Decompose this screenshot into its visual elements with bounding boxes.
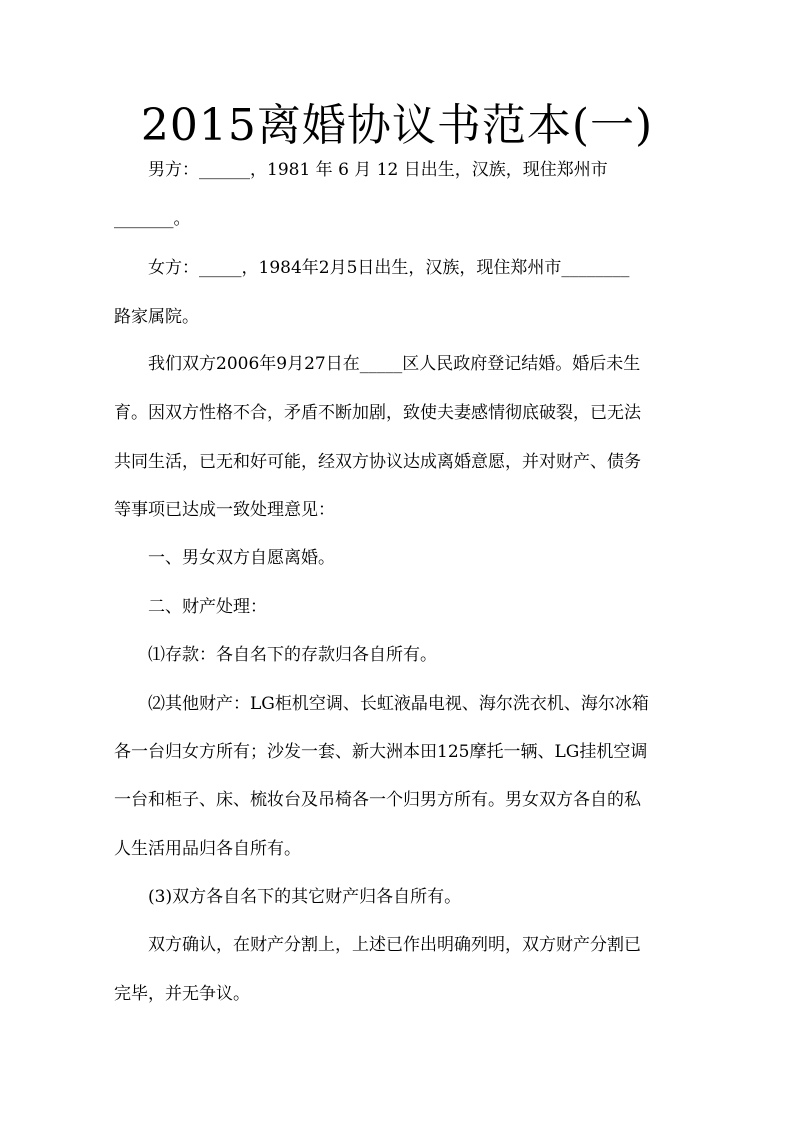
paragraph-line: 男方：______，1981 年 6 月 12 日出生，汉族，现住郑州市 [148,160,608,180]
paragraph-line: ⑴存款：各自名下的存款归各自所有。 [148,645,437,665]
paragraph-line: 人生活用品归各自所有。 [114,839,301,859]
paragraph-line: 我们双方2006年9月27日在_____区人民政府登记结婚。婚后未生 [148,354,641,374]
paragraph-line: 二、财产处理： [148,597,267,617]
paragraph-line: 共同生活，已无和好可能，经双方协议达成离婚意愿，并对财产、债务 [114,452,641,472]
paragraph-line: 育。因双方性格不合，矛盾不断加剧，致使夫妻感情彻底破裂，已无法 [114,403,641,423]
paragraph-line: ⑵其他财产：LG柜机空调、长虹液晶电视、海尔洗衣机、海尔冰箱 [148,694,649,714]
paragraph-line: 一台和柜子、床、梳妆台及吊椅各一个归男方所有。男女双方各自的私 [114,790,641,810]
paragraph-line: 一、男女双方自愿离婚。 [148,548,335,568]
document-title: 2015离婚协议书范本(一) [140,100,654,151]
paragraph-line: 双方确认，在财产分割上，上述已作出明确列明，双方财产分割已 [148,935,641,955]
paragraph-line: _______。 [114,209,191,229]
paragraph-line: (3)双方各自名下的其它财产归各自所有。 [148,887,462,907]
paragraph-line: 完毕，并无争议。 [114,984,250,1004]
paragraph-line: 路家属院。 [114,307,199,327]
paragraph-line: 等事项已达成一致处理意见： [114,500,335,520]
paragraph-line: 各一台归女方所有；沙发一套、新大洲本田125摩托一辆、LG挂机空调 [114,742,648,762]
paragraph-line: 女方：_____，1984年2月5日出生，汉族，现住郑州市________ [148,258,630,278]
